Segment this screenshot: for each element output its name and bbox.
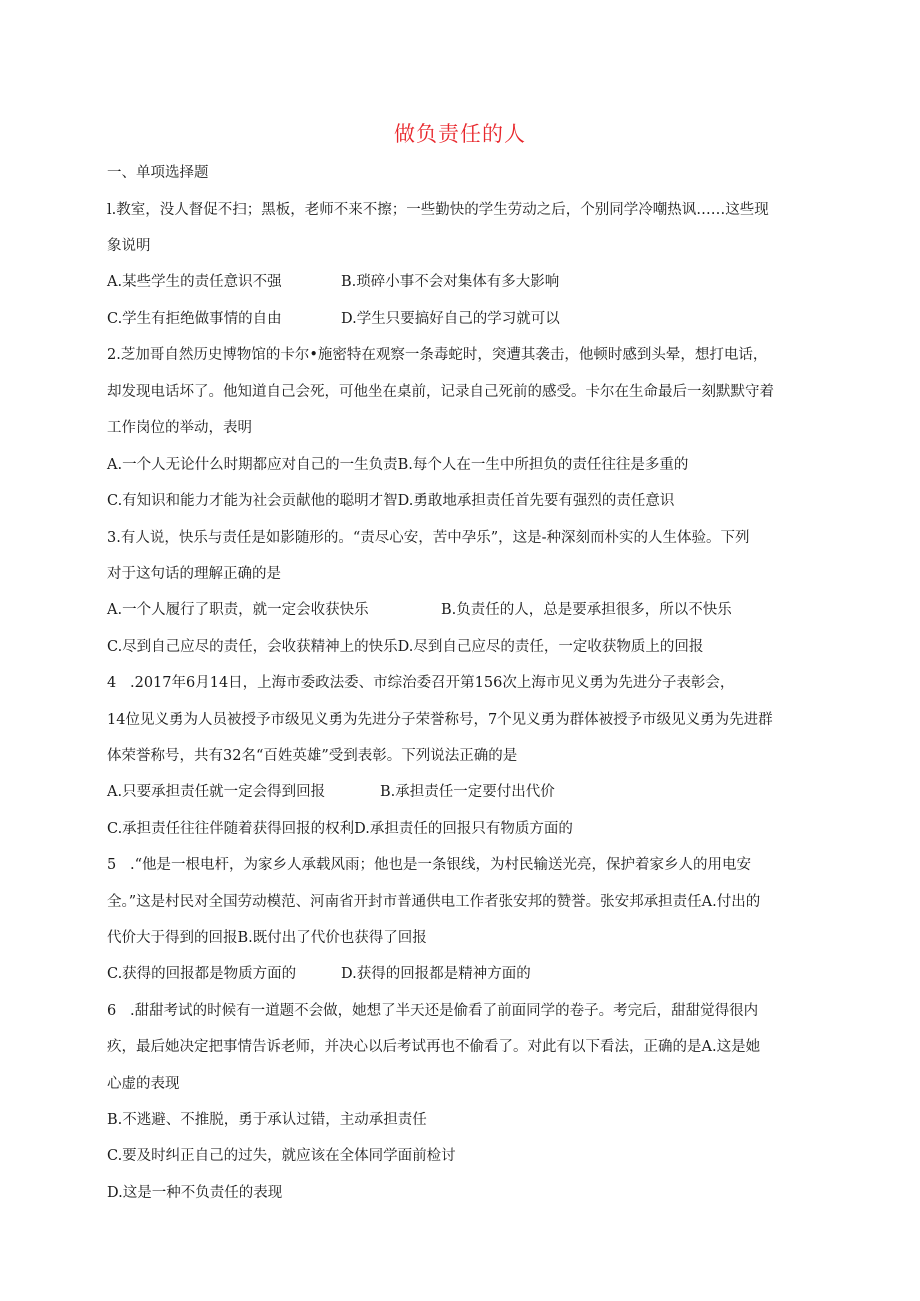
q2-stem-line-1: 2.芝加哥自然历史博物馆的卡尔•施密特在观察一条毒蛇时，突遭其袭击，他顿时感到头晕，想打电话， bbox=[107, 347, 768, 363]
q3-option-a: A.一个人履行了职责，就一定会收获快乐 bbox=[107, 602, 369, 618]
q3-option-b: B.负责任的人，总是要承担很多，所以不快乐 bbox=[441, 602, 732, 618]
q1-option-d: D.学生只要搞好自己的学习就可以 bbox=[341, 311, 560, 327]
section-heading: 一、单项选择题 bbox=[107, 165, 209, 181]
q6-option-d: D.这是一种不负责任的表现 bbox=[107, 1185, 283, 1201]
q5-number: 5 bbox=[107, 857, 117, 873]
q3-options-cd: C.尽到自己应尽的责任，会收获精神上的快乐D.尽到自己应尽的责任，一定收获物质上的回报 bbox=[107, 639, 704, 655]
q3-stem-line-2: 对于这句话的理解正确的是 bbox=[107, 566, 281, 582]
q6-option-b: B.不逃避、不推脱，勇于承认过错，主动承担责任 bbox=[107, 1112, 427, 1128]
q6-stem-line-2: 疚，最后她决定把事情告诉老师，并决心以后考试再也不偷看了。对此有以下看法，正确的是A.这是她 bbox=[107, 1039, 761, 1055]
q5-stem-line-2: 全。”这是村民对全国劳动模范、河南省开封市普通供电工作者张安邦的赞誉。张安邦承担责任A.付出的 bbox=[107, 894, 761, 910]
q4-options-cd: C.承担责任往往伴随着获得回报的权利D.承担责任的回报只有物质方面的 bbox=[107, 821, 573, 837]
q4-option-a: A.只要承担责任就一定会得到回报 bbox=[107, 784, 326, 800]
q4-option-b: B.承担责任一定要付出代价 bbox=[380, 784, 555, 800]
q3-stem-line-1: 3.有人说，快乐与责任是如影随形的。“责尽心安，苦中孕乐”，这是-种深刻而朴实的人生体验。下列 bbox=[107, 530, 750, 546]
q4-number: 4 bbox=[107, 675, 117, 691]
q1-stem-line-1: l.教室，没人督促不扫；黑板，老师不来不擦；一些勤快的学生劳动之后，个别同学冷嘲热讽……这些现 bbox=[107, 202, 769, 218]
q5-option-d: D.获得的回报都是精神方面的 bbox=[341, 966, 531, 982]
q1-option-a: A.某些学生的责任意识不强 bbox=[107, 274, 282, 290]
q6-stem-line-1: .甜甜考试的时候有一道题不会做，她想了半天还是偷看了前面同学的卷子。考完后，甜甜觉得很内 bbox=[130, 1003, 759, 1019]
q2-stem-line-2: 却发现电话坏了。他知道自己会死，可他坐在桌前，记录自己死前的感受。卡尔在生命最后一刻默默守着 bbox=[107, 384, 774, 400]
q6-stem-line-3: 心虚的表现 bbox=[107, 1076, 180, 1092]
q6-option-c: C.要及时纠正自己的过失，就应该在全体同学面前检讨 bbox=[107, 1148, 456, 1164]
q6-number: 6 bbox=[107, 1003, 117, 1019]
q2-options-ab: A.一个人无论什么时期都应对自己的一生负责B.每个人在一生中所担负的责任往往是多重的 bbox=[107, 457, 689, 473]
page-title: 做负责任的人 bbox=[394, 122, 526, 146]
q1-stem-line-2: 象说明 bbox=[107, 238, 151, 254]
q5-stem-line-1: .“他是一根电杆，为家乡人承载风雨；他也是一条银线，为村民输送光亮，保护着家乡人的用电安 bbox=[130, 857, 752, 873]
q4-stem-line-2: 14位见义勇为人员被授予市级见义勇为先进分子荣誉称号，7个见义勇为群体被授予市级见义勇为先进群 bbox=[107, 712, 773, 728]
q2-options-cd: C.有知识和能力才能为社会贡献他的聪明才智D.勇敢地承担责任首先要有强烈的责任意识 bbox=[107, 493, 675, 509]
q1-option-c: C.学生有拒绝做事情的自由 bbox=[107, 311, 282, 327]
q1-option-b: B.琐碎小事不会对集体有多大影响 bbox=[341, 274, 560, 290]
q5-stem-line-3: 代价大于得到的回报B.既付出了代价也获得了回报 bbox=[107, 930, 427, 946]
q5-option-c: C.获得的回报都是物质方面的 bbox=[107, 966, 297, 982]
q4-stem-line-3: 体荣誉称号，共有32名“百姓英雄”受到表彰。下列说法正确的是 bbox=[107, 748, 518, 764]
q2-stem-line-3: 工作岗位的举动，表明 bbox=[107, 420, 252, 436]
q4-stem-line-1: .2017年6月14日，上海市委政法委、市综治委召开第156次上海市见义勇为先进分子表彰会， bbox=[130, 675, 735, 691]
